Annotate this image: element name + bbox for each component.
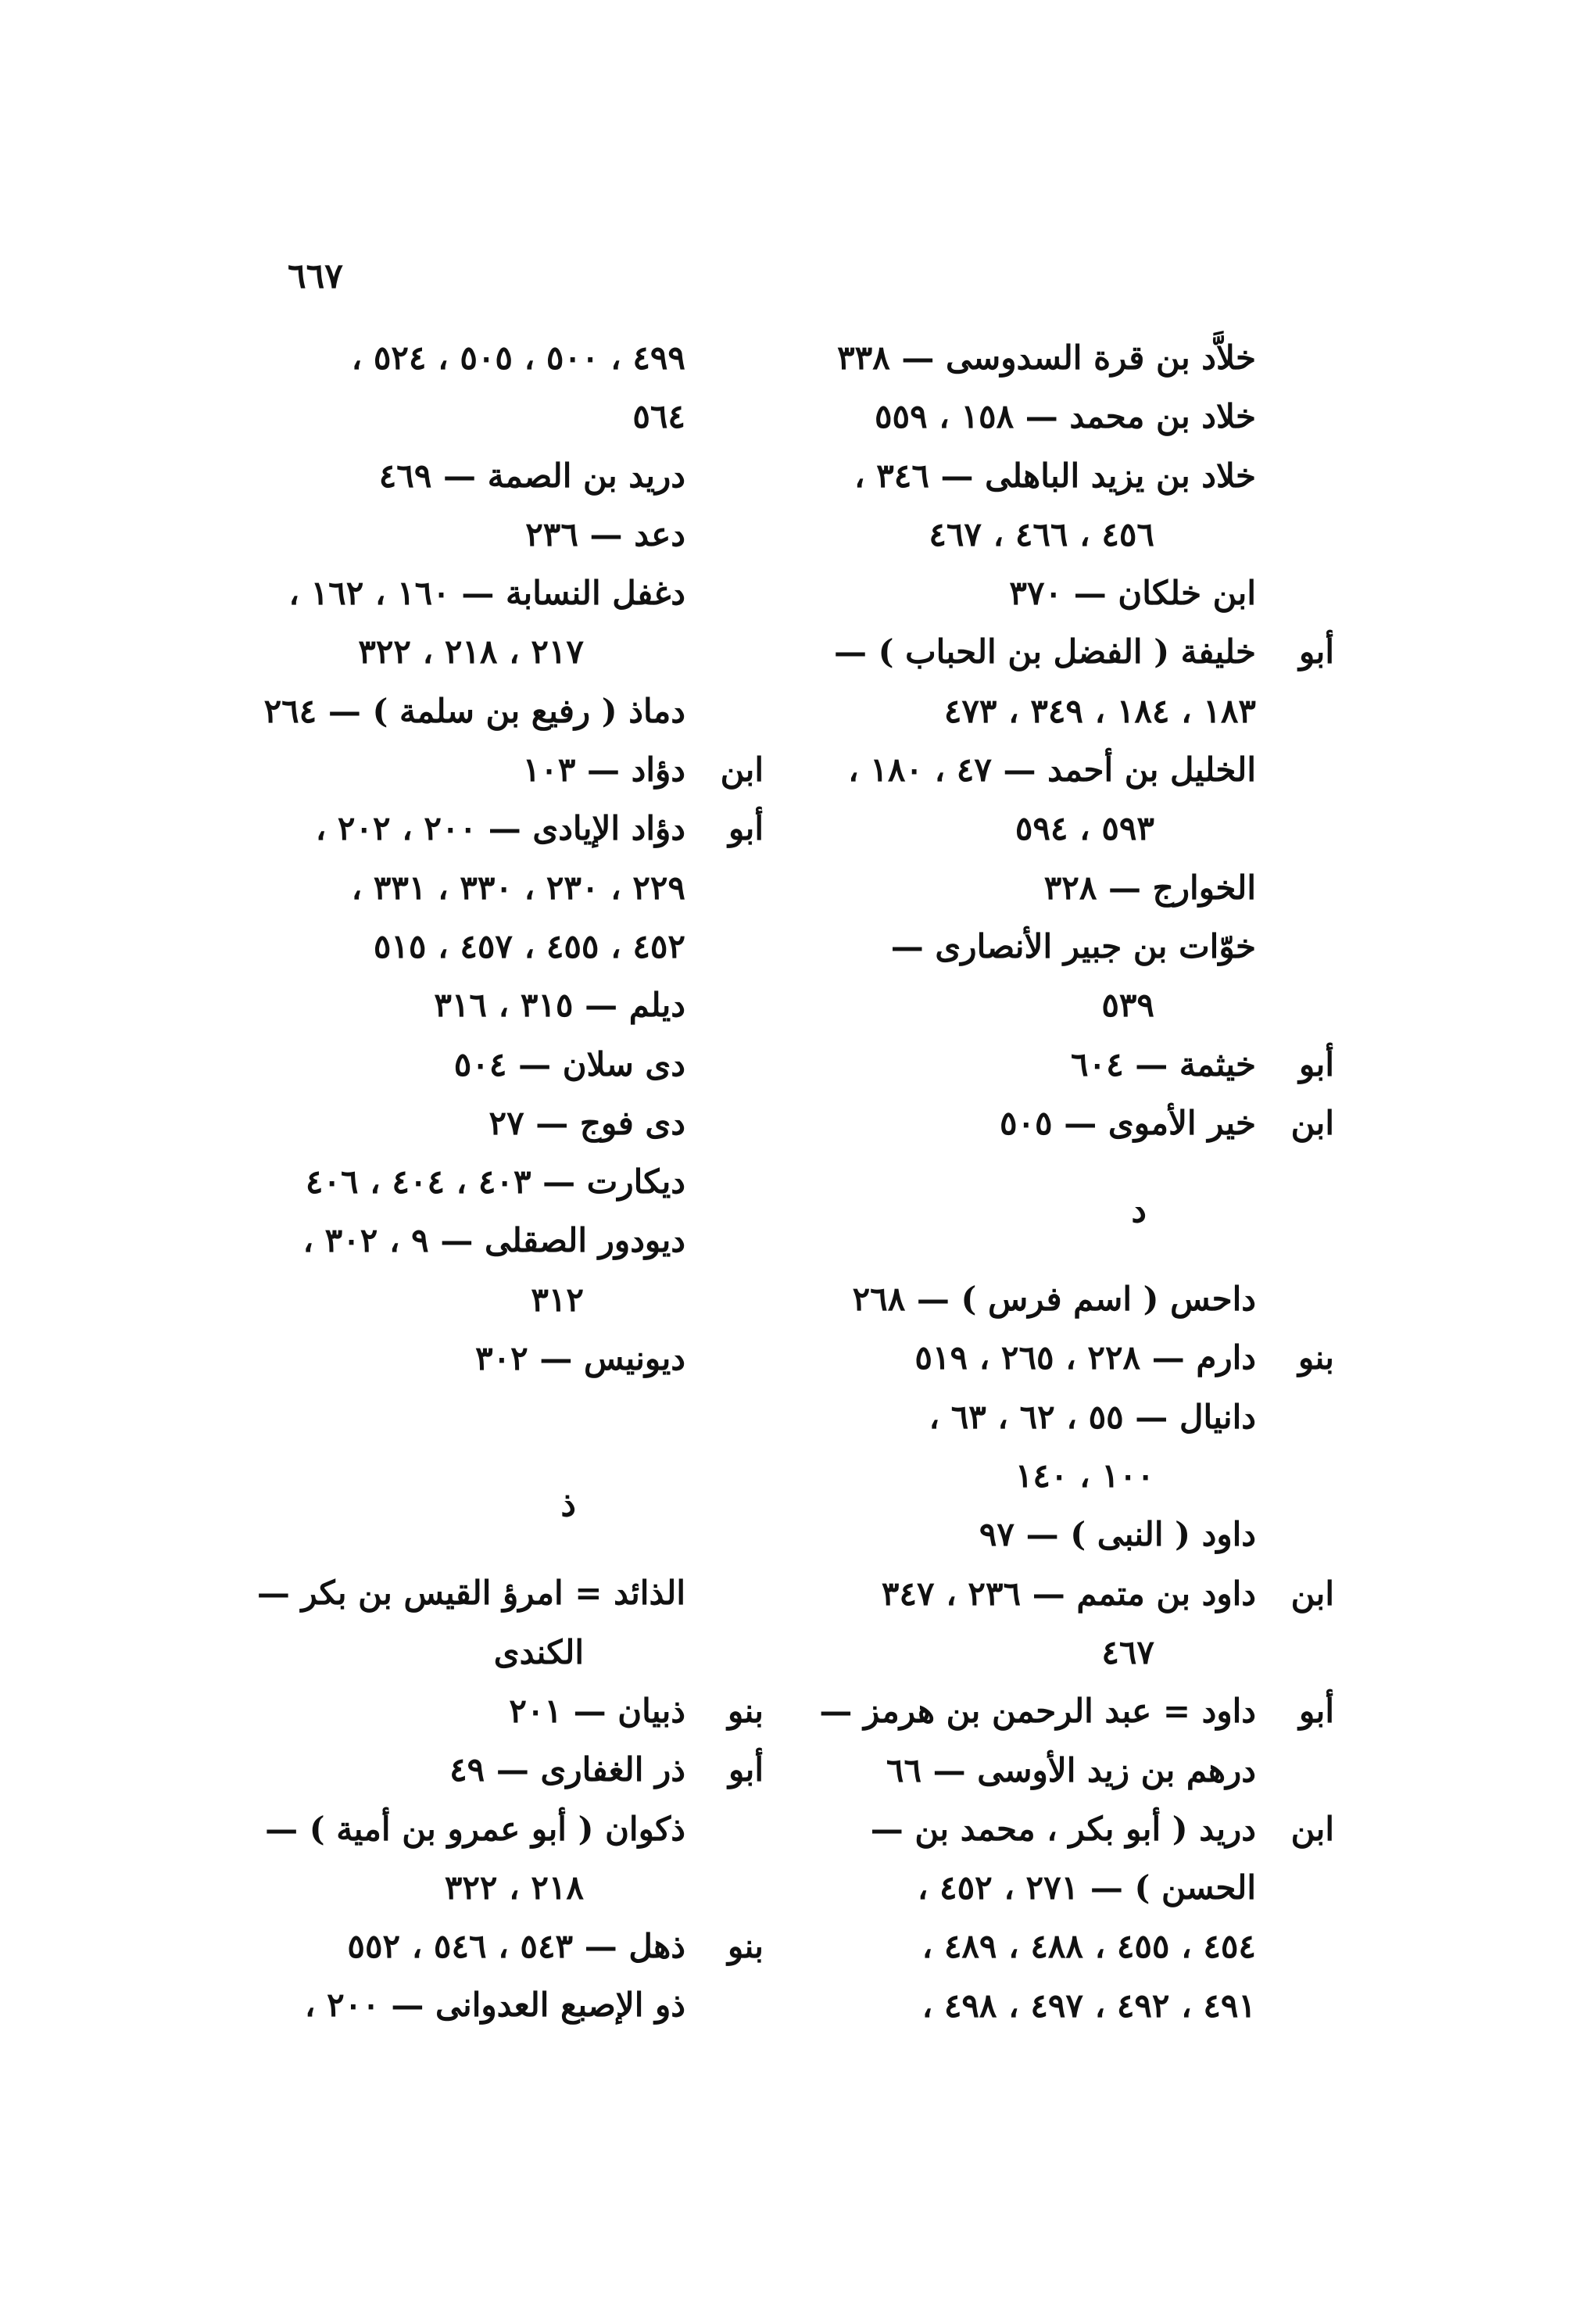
entry-name: خليفة ( الفضل بن الحباب ) xyxy=(878,632,1256,672)
entry-name: دؤاد xyxy=(631,750,685,790)
entry-page-refs: ٢٣٦ xyxy=(525,514,578,553)
index-entry xyxy=(193,1035,764,1094)
entry-dash: — xyxy=(524,1103,580,1142)
entry-page-refs: ٣٧٠ xyxy=(1009,574,1063,613)
index-entry xyxy=(795,917,1334,976)
entry-prefix: أبو xyxy=(1298,1044,1334,1083)
entry-name: ديكارت xyxy=(586,1162,685,1202)
entry-continuation: ٥٦٤ xyxy=(632,397,685,436)
entry-page-refs: ٤٩ xyxy=(449,1750,485,1789)
entry-continuation: ٢١٧ ، ٢١٨ ، ٣٢٢ xyxy=(358,632,584,672)
entry-page-refs: ٥٠٤ xyxy=(453,1044,507,1083)
index-entry xyxy=(193,1329,764,1388)
entry-name: دى سلان xyxy=(562,1044,685,1083)
entry-name: داود بن متمم xyxy=(1076,1574,1256,1613)
entry-prefix: أبو xyxy=(728,809,764,848)
index-entry xyxy=(193,799,764,858)
entry-page-refs: ٥٠٥ xyxy=(999,1103,1053,1142)
entry-name: داحس ( اسم فرس ) xyxy=(961,1280,1256,1319)
entry-page-refs: ١٠٣ xyxy=(522,750,576,790)
entry-page-refs: ٢٧ xyxy=(488,1103,524,1142)
entry-continuation: ٤٩١ ، ٤٩٢ ، ٤٩٧ ، ٤٩٨ ، xyxy=(921,1986,1256,2025)
entry-continuation: ١٠٠ ، ١٤٠ xyxy=(1014,1456,1154,1495)
entry-page-refs: ١٥٨ ، ٥٥٩ xyxy=(874,397,1014,436)
entry-prefix: ابن xyxy=(1290,1103,1334,1142)
entry-dash: — xyxy=(485,1750,541,1789)
index-entry xyxy=(193,1094,764,1152)
entry-prefix: أبو xyxy=(728,1750,764,1789)
entry-dash: — xyxy=(477,809,533,848)
entry-dash: — xyxy=(921,1750,978,1789)
index-entry xyxy=(193,1211,764,1270)
index-entry xyxy=(193,1563,764,1622)
entry-name: دى فوج xyxy=(579,1103,685,1142)
entry-page-refs: ٤٧ ، ١٨٠ ، xyxy=(848,750,992,790)
index-entry xyxy=(193,1975,764,2034)
entry-prefix: ابن xyxy=(1290,1809,1334,1848)
entry-name: الخليل بن أحمد xyxy=(1047,750,1256,790)
entry-dash: — xyxy=(428,1221,485,1260)
entry-continuation: ٤٦٧ xyxy=(1101,1632,1154,1671)
index-entry xyxy=(795,1564,1334,1623)
entry-name: ذكوان ( أبو عمرو بن أمية ) xyxy=(309,1809,685,1848)
entry-name: خيثمة xyxy=(1179,1044,1256,1083)
entry-continuation: ٢١٨ ، ٣٢٢ xyxy=(444,1868,584,1907)
entry-name: درهم بن زيد الأوسى xyxy=(977,1750,1256,1789)
entry-page-refs: ٢٠٠ ، xyxy=(304,1986,380,2025)
entry-dash: — xyxy=(1123,1044,1179,1083)
index-entry xyxy=(795,1328,1334,1387)
entry-continuation: ٤٩٩ ، ٥٠٠ ، ٥٠٥ ، ٥٢٤ ، xyxy=(351,338,685,377)
entry-name: الذائد = امرؤ القيس بن بكر xyxy=(301,1574,685,1613)
index-entry xyxy=(193,505,764,564)
entry-dash: — xyxy=(889,338,947,377)
entry-continuation: ٣١٢ xyxy=(531,1280,584,1319)
entry-dash: — xyxy=(573,1927,629,1966)
entry-dash: — xyxy=(245,1574,302,1613)
entry-page-refs: ٩٧ xyxy=(979,1515,1014,1554)
index-entry xyxy=(193,564,764,622)
entry-name: ديونيس xyxy=(584,1339,685,1378)
entry-name: ابن خلكان xyxy=(1118,574,1256,613)
entry-continuation: الحسن ) — ٢٧١ ، ٤٥٢ ، xyxy=(917,1868,1256,1907)
index-entry xyxy=(193,1740,764,1799)
entry-dash: — xyxy=(531,1162,587,1202)
index-entry xyxy=(795,1741,1334,1800)
entry-name: خير الأموى xyxy=(1108,1103,1256,1142)
index-entry xyxy=(795,622,1334,681)
entry-dash: — xyxy=(991,750,1048,790)
entry-dash: — xyxy=(1140,1338,1197,1377)
entry-name: دارم xyxy=(1196,1338,1256,1377)
index-entry xyxy=(795,1094,1334,1152)
entry-name: خلاد بن يزيد الباهلى xyxy=(985,456,1256,495)
entry-page-refs: ٥٤٣ ، ٥٤٦ ، ٥٥٢ xyxy=(347,1927,574,1966)
entry-name: ذبيان xyxy=(617,1691,685,1730)
entry-page-refs: ٣٢٨ xyxy=(1043,868,1097,907)
index-entry xyxy=(193,740,764,799)
entry-page-refs: ٢٦٨ xyxy=(852,1280,906,1319)
entry-page-refs: ٢٦٤ xyxy=(263,691,317,730)
index-entry xyxy=(795,1800,1334,1858)
entry-page-refs: ٢٣٦ ، ٣٤٧ xyxy=(881,1574,1022,1613)
page-number: ٦٦٧ xyxy=(288,256,343,296)
entry-continuation: ٤٥٦ ، ٤٦٦ ، ٤٦٧ xyxy=(929,514,1154,553)
entry-prefix: أبو xyxy=(1298,1692,1334,1731)
entry-name: دريد بن الصمة xyxy=(487,456,685,495)
entry-dash: — xyxy=(506,1044,563,1083)
entry-name: دؤاد الإيادى xyxy=(532,809,685,848)
entry-dash: — xyxy=(905,1280,961,1319)
index-entry xyxy=(193,1800,764,1858)
index-entry xyxy=(795,740,1334,799)
entry-name: خلاد بن محمد xyxy=(1069,397,1256,436)
index-entry xyxy=(795,1682,1334,1740)
entry-continuation: الكندى xyxy=(493,1632,584,1671)
index-column-left xyxy=(193,328,764,2035)
entry-prefix: بنو xyxy=(727,1691,764,1730)
entry-dash: — xyxy=(431,456,488,495)
entry-dash: — xyxy=(573,986,629,1025)
entry-dash: — xyxy=(929,456,986,495)
entry-name: داود = عبد الرحمن بن هرمز xyxy=(864,1692,1256,1731)
entry-name: ديودور الصقلى xyxy=(484,1221,685,1260)
entry-name: خوّات بن جبير الأنصارى xyxy=(935,926,1256,965)
index-entry xyxy=(193,1682,764,1740)
section-heading: ذ xyxy=(560,1485,576,1525)
entry-dash: — xyxy=(317,691,373,730)
entry-page-refs: ٣٤٦ ، xyxy=(854,456,929,495)
entry-name: ديلم xyxy=(628,986,685,1025)
entry-prefix: ابن xyxy=(1290,1574,1334,1613)
entry-dash: — xyxy=(575,750,632,790)
entry-page-refs: ٢٢٨ ، ٢٦٥ ، ٥١٩ xyxy=(914,1338,1141,1377)
index-entry xyxy=(795,1035,1334,1094)
index-column-right xyxy=(795,328,1334,2035)
entry-page-refs: ٣٠٢ xyxy=(475,1339,528,1378)
entry-continuation: ٥٣٩ xyxy=(1101,986,1154,1025)
index-entry xyxy=(193,446,764,505)
entry-name: ذو الإصبع العدوانى xyxy=(435,1986,685,2025)
entry-continuation: ٤٥٢ ، ٤٥٥ ، ٤٥٧ ، ٥١٥ xyxy=(373,926,685,965)
entry-page-refs: ١٦٠ ، ١٦٢ ، xyxy=(288,574,450,613)
index-entry xyxy=(193,976,764,1034)
index-entry xyxy=(795,328,1334,387)
entry-dash: — xyxy=(879,926,936,965)
index-entry xyxy=(193,682,764,740)
entry-dash: — xyxy=(1021,1574,1077,1613)
entry-name: دريد ( أبو بكر ، محمد بن xyxy=(914,1809,1256,1848)
entry-dash: — xyxy=(562,1691,618,1730)
entry-dash: — xyxy=(822,632,879,672)
entry-page-refs: ٦٦ xyxy=(886,1750,922,1789)
entry-name: دانيال xyxy=(1179,1397,1256,1436)
entry-dash: — xyxy=(859,1809,915,1848)
index-entry xyxy=(795,387,1334,446)
entry-dash: — xyxy=(1062,574,1118,613)
entry-page-refs: ٩ ، ٣٠٢ ، xyxy=(302,1221,429,1260)
index-entry xyxy=(795,1388,1334,1446)
entry-dash: — xyxy=(379,1986,436,2025)
entry-page-refs: ٢٠١ xyxy=(509,1691,563,1730)
entry-dash: — xyxy=(1123,1397,1179,1436)
entry-prefix: أبو xyxy=(1298,632,1334,672)
entry-dash: — xyxy=(578,514,635,553)
index-entry xyxy=(795,1505,1334,1563)
entry-dash: — xyxy=(1014,397,1070,436)
entry-dash: — xyxy=(1014,1515,1071,1554)
entry-page-refs: ٦٠٤ xyxy=(1070,1044,1124,1083)
entry-continuation: ١٨٣ ، ١٨٤ ، ٣٤٩ ، ٤٧٣ xyxy=(943,691,1256,730)
entry-dash: — xyxy=(449,574,506,613)
entry-name: الخوارج xyxy=(1152,868,1256,907)
entry-prefix: بنو xyxy=(1297,1338,1334,1377)
section-heading: د xyxy=(1131,1191,1147,1231)
entry-continuation: ٤٥٤ ، ٤٥٥ ، ٤٨٨ ، ٤٨٩ ، xyxy=(921,1927,1256,1966)
index-entry xyxy=(795,446,1334,505)
entry-name: دغفل النسابة xyxy=(506,574,685,613)
entry-name: ذهل xyxy=(628,1927,685,1966)
index-entry xyxy=(193,1152,764,1211)
entry-page-refs: ٣١٥ ، ٣١٦ xyxy=(434,986,574,1025)
entry-prefix: ابن xyxy=(720,750,764,790)
entry-prefix: بنو xyxy=(727,1927,764,1966)
index-entry xyxy=(193,1917,764,1975)
entry-name: ذر الغفارى xyxy=(540,1750,685,1789)
entry-dash: — xyxy=(1097,868,1153,907)
entry-name: داود ( النبى ) xyxy=(1070,1515,1256,1554)
entry-page-refs: ٢٠٠ ، ٢٠٢ ، xyxy=(315,809,478,848)
index-entry xyxy=(795,564,1334,622)
entry-page-refs: ٤٦٩ xyxy=(378,456,432,495)
blank-line xyxy=(193,1388,764,1446)
entry-dash: — xyxy=(253,1809,310,1848)
entry-dash: — xyxy=(807,1692,864,1731)
entry-name: دعد xyxy=(634,514,685,553)
entry-name: خلاَّد بن قرة السدوسى xyxy=(946,338,1256,377)
entry-page-refs: ٥٥ ، ٦٢ ، ٦٣ ، xyxy=(929,1397,1124,1436)
entry-dash: — xyxy=(528,1339,584,1378)
entry-name: دماذ ( رفيع بن سلمة ) xyxy=(372,691,685,730)
index-entry xyxy=(795,858,1334,917)
entry-continuation: ٢٢٩ ، ٢٣٠ ، ٣٣٠ ، ٣٣١ ، xyxy=(351,868,685,907)
entry-continuation: ٥٩٣ ، ٥٩٤ xyxy=(1014,809,1154,848)
entry-dash: — xyxy=(1052,1103,1108,1142)
entry-page-refs: ٣٣٨ xyxy=(837,338,890,377)
entry-page-refs: ٤٠٣ ، ٤٠٤ ، ٤٠٦ xyxy=(305,1162,531,1202)
index-entry xyxy=(795,1270,1334,1328)
